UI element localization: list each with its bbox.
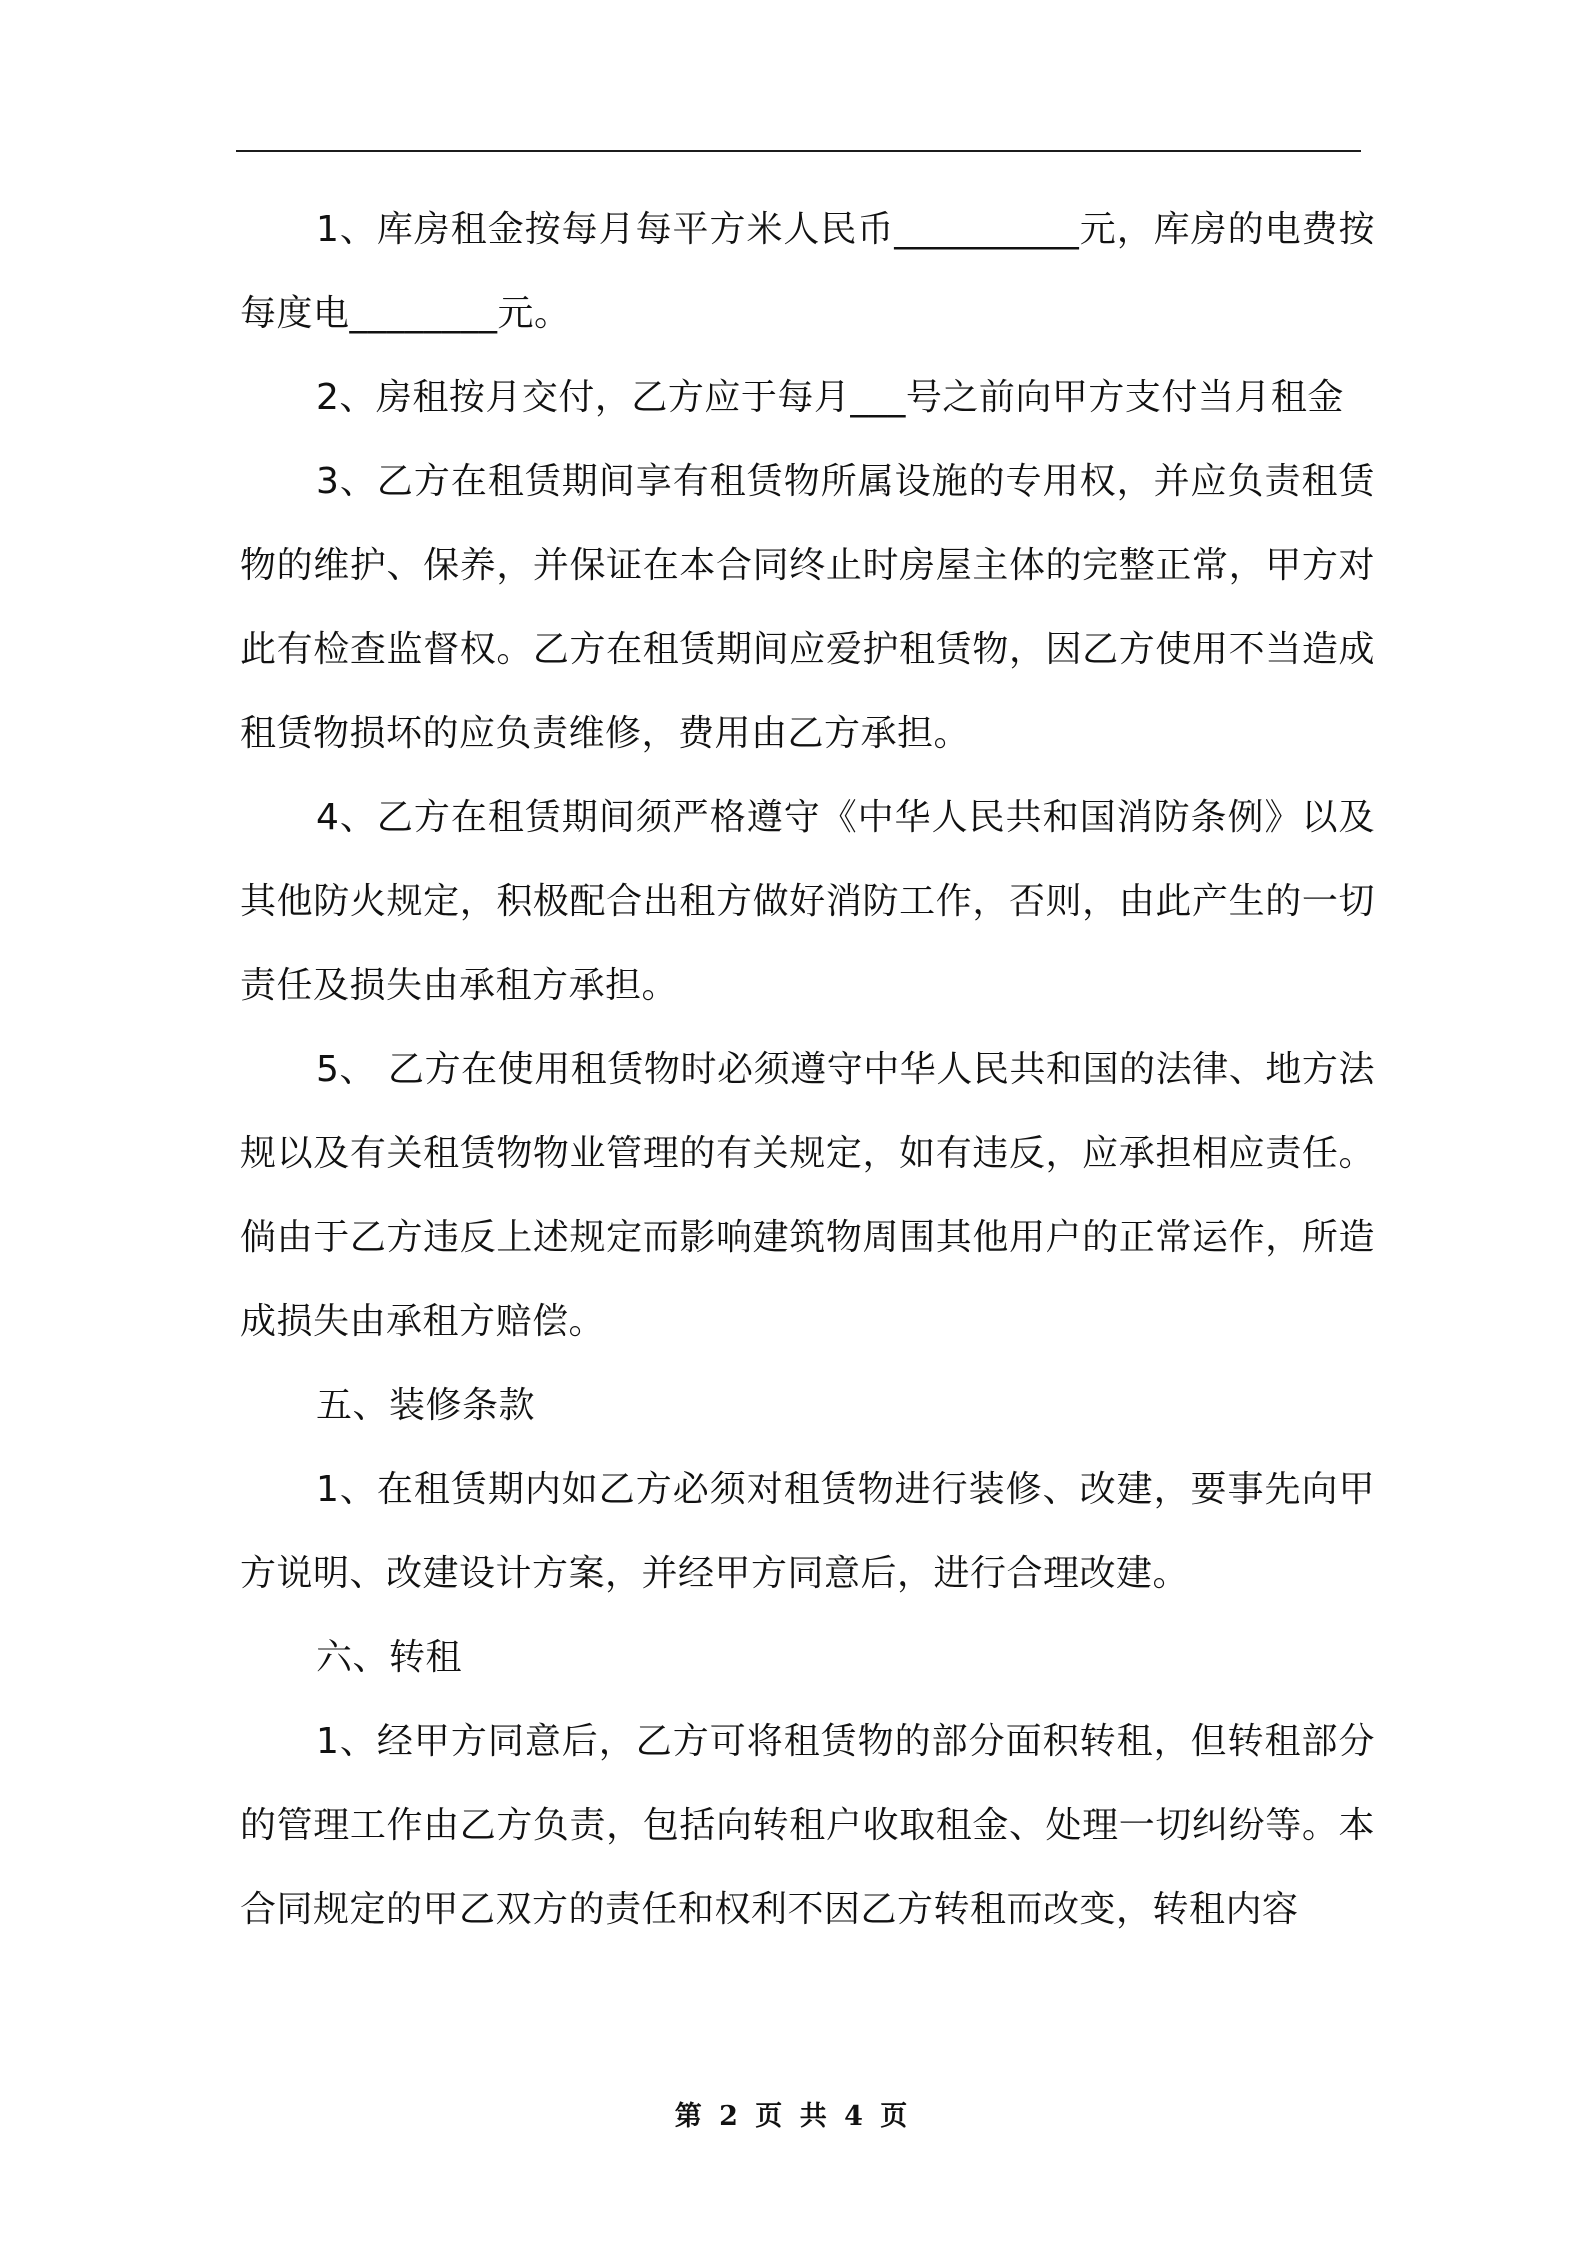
page-number-footer: 第 2 页 共 4 页 xyxy=(674,2101,912,2132)
section-heading-renovation: 五、装修条款 xyxy=(316,1385,536,1426)
section-heading-sublease: 六、转租 xyxy=(316,1637,463,1678)
paragraph-renovation: 1、在租赁期内如乙方必须对租赁物进行装修、改建，要事先向甲方说明、改建设计方案，并经甲方同意后，进行合理改建。 xyxy=(240,1469,1375,1594)
paragraph-rent-price: 1、库房租金按每月每平方米人民币__________元，库房的电费按每度电________元。 xyxy=(240,209,1375,334)
paragraph-sublease: 1、经甲方同意后，乙方可将租赁物的部分面积转租，但转租部分的管理工作由乙方负责，包括向转租户收取租金、处理一切纠纷等。本合同规定的甲乙双方的责任和权利不因乙方转租而改变，转租内容 xyxy=(240,1721,1375,1930)
paragraph-rent-payment: 2、房租按月交付，乙方应于每月___号之前向甲方支付当月租金 xyxy=(316,377,1344,418)
paragraph-maintenance: 3、乙方在租赁期间享有租赁物所属设施的专用权，并应负责租赁物的维护、保养，并保证在本合同终止时房屋主体的完整正常，甲方对此有检查监督权。乙方在租赁期间应爱护租赁物，因乙方使用不当造成租赁物损坏的应负责维修，费用由乙方承担。 xyxy=(240,461,1375,754)
paragraph-legal-compliance: 5、 乙方在使用租赁物时必须遵守中华人民共和国的法律、地方法规以及有关租赁物物业管理的有关规定，如有违反，应承担相应责任。倘由于乙方违反上述规定而影响建筑物周围其他用户的正常运作，所造成损失由承租方赔偿。 xyxy=(240,1049,1375,1342)
header-divider xyxy=(236,150,1361,152)
paragraph-fire-safety: 4、乙方在租赁期间须严格遵守《中华人民共和国消防条例》以及其他防火规定，积极配合出租方做好消防工作，否则，由此产生的一切责任及损失由承租方承担。 xyxy=(240,797,1375,1006)
document-body xyxy=(240,188,1375,1952)
